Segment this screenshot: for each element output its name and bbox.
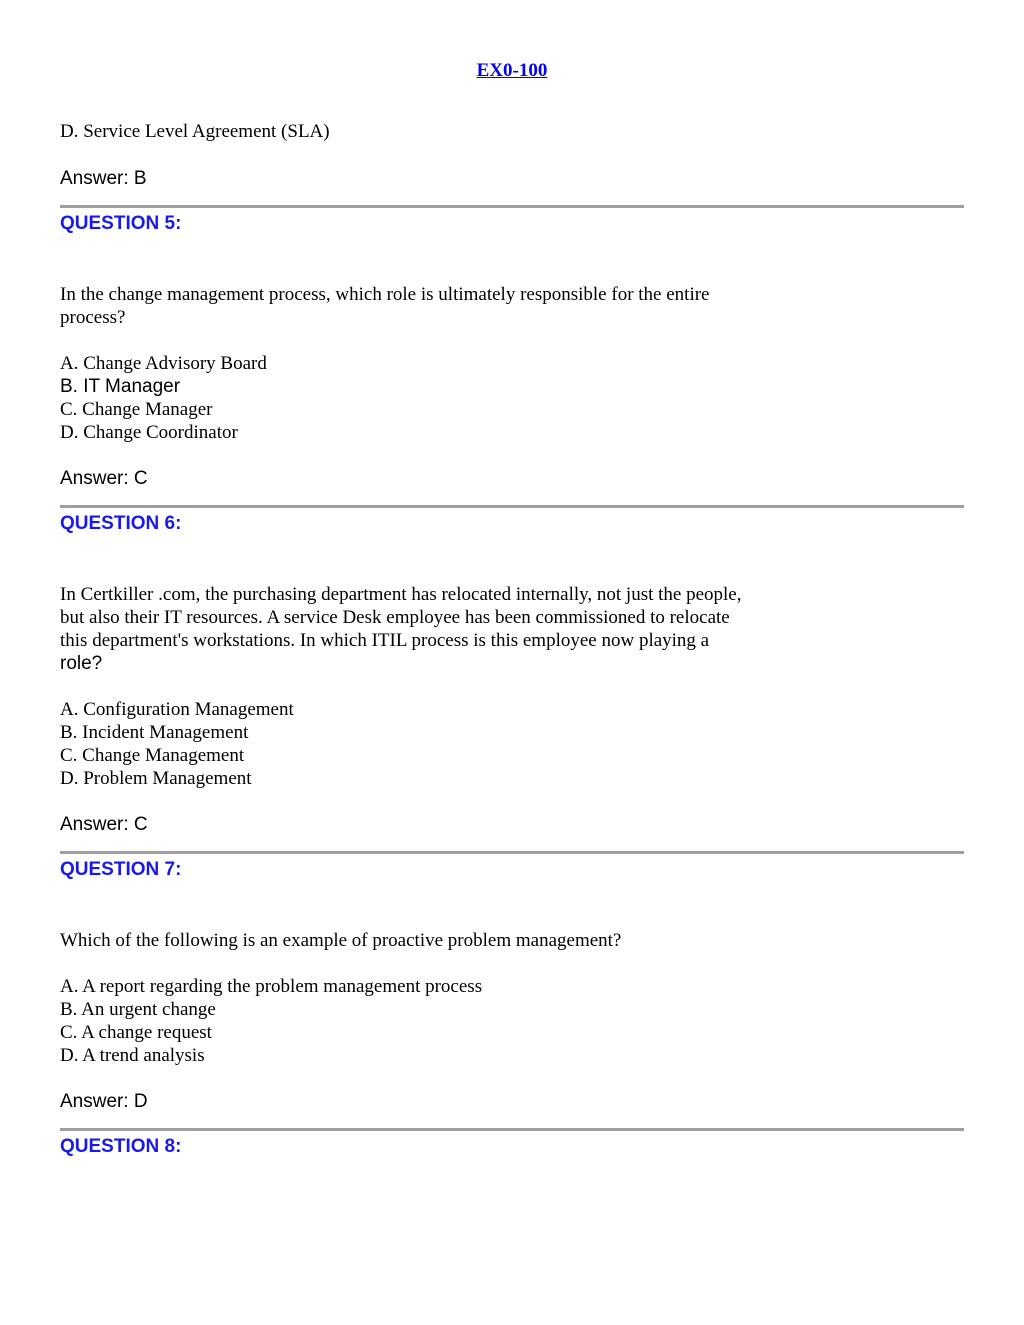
divider	[60, 205, 964, 208]
option-d: D. Service Level Agreement (SLA)	[60, 121, 330, 142]
question-6-heading: QUESTION 6:	[60, 513, 182, 534]
question-7-option-a: A. A report regarding the problem management process	[60, 976, 483, 997]
question-7-text-line-1: Which of the following is an example of proactive problem management?	[60, 930, 622, 951]
question-7-heading: QUESTION 7:	[60, 859, 182, 880]
question-5-option-a: A. Change Advisory Board	[60, 353, 267, 374]
question-5-option-b: B. IT Manager	[60, 376, 181, 397]
question-5-answer: Answer: C	[60, 468, 148, 489]
question-5-text-line-1: In the change management process, which role is ultimately responsible for the entire	[60, 284, 710, 305]
page-title-link[interactable]: EX0-100	[476, 60, 548, 81]
divider	[60, 851, 964, 854]
question-6-text-line-1: In Certkiller .com, the purchasing department has relocated internally, not just the people,	[60, 584, 742, 605]
question-7-option-b: B. An urgent change	[60, 999, 216, 1020]
question-5-heading: QUESTION 5:	[60, 213, 182, 234]
question-7-answer: Answer: D	[60, 1091, 148, 1112]
question-7-option-d: D. A trend analysis	[60, 1045, 205, 1066]
divider	[60, 1128, 964, 1131]
answer-text: Answer: B	[60, 168, 147, 189]
question-6-text-line-4: role?	[60, 653, 103, 674]
question-6-option-c: C. Change Management	[60, 745, 245, 766]
question-8-heading: QUESTION 8:	[60, 1136, 182, 1157]
question-5-option-c: C. Change Manager	[60, 399, 213, 420]
question-6-text-line-3: this department's workstations. In which ITIL process is this employee now playing a	[60, 630, 710, 651]
question-6-option-d: D. Problem Management	[60, 768, 252, 789]
question-6-answer: Answer: C	[60, 814, 148, 835]
question-7-option-c: C. A change request	[60, 1022, 212, 1043]
question-6-option-a: A. Configuration Management	[60, 699, 294, 720]
question-6-option-b: B. Incident Management	[60, 722, 249, 743]
question-6-text-line-2: but also their IT resources. A service Desk employee has been commissioned to relocate	[60, 607, 730, 628]
question-5-option-d: D. Change Coordinator	[60, 422, 238, 443]
divider	[60, 505, 964, 508]
question-5-text-line-2: process?	[60, 307, 126, 328]
